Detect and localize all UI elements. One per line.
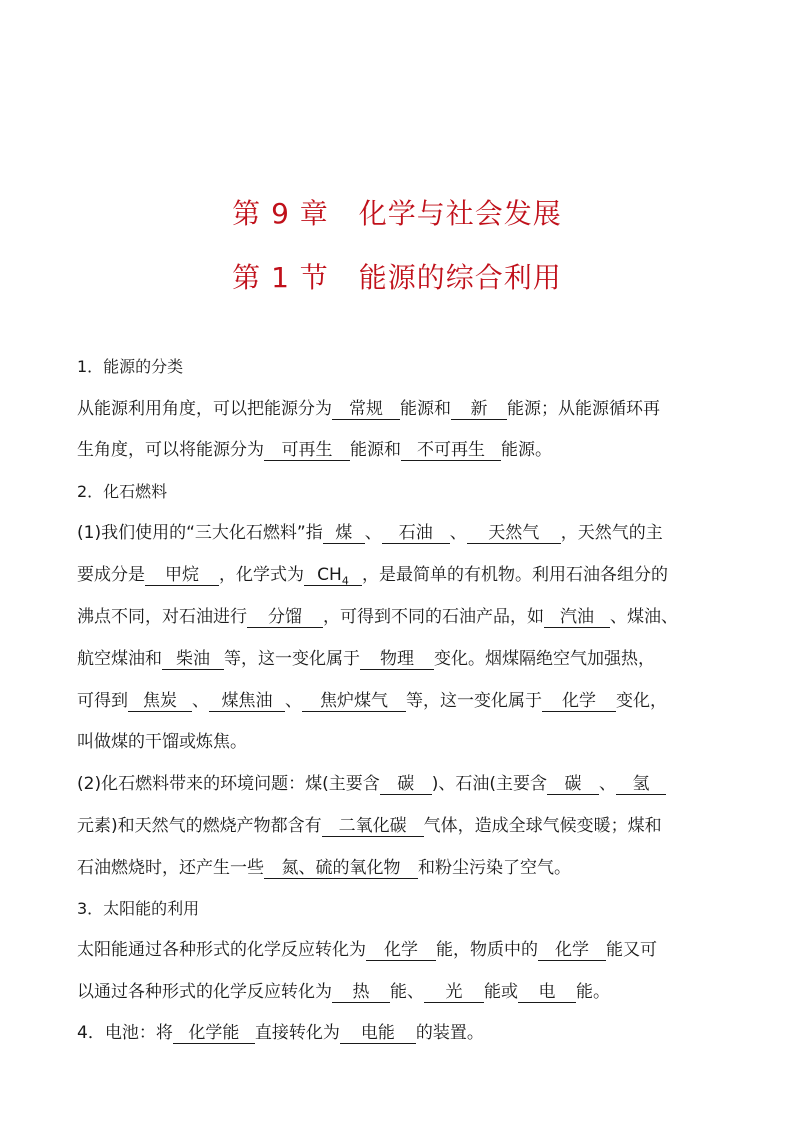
text-segment: 能，物质中的 [436,940,538,960]
section-number: 第 1 节 [232,261,329,294]
text-segment: 可得到 [77,691,128,711]
text-line [77,1021,727,1045]
text-line [77,689,727,713]
chapter-number: 第 9 章 [232,197,329,230]
text-segment: 4．电池：将 [77,1023,173,1043]
answer-blank: 化学 [538,940,606,961]
text-segment: 变化。烟煤隔绝空气加强热， [434,649,655,669]
text-line [77,397,727,421]
text-segment: 从能源利用角度，可以把能源分为 [77,399,332,419]
text-segment: 、 [364,523,382,543]
text-line [77,605,727,629]
chapter-name: 化学与社会发展 [358,197,562,230]
answer-blank: 煤焦油 [209,691,285,712]
answer-blank: 二氧化碳 [322,816,424,837]
text-segment: 能。 [576,982,610,1002]
heading-energy-classification: 1．能源的分类 [77,357,184,376]
text-segment: 等，这一变化属于 [224,649,360,669]
text-segment: 、 [449,523,467,543]
answer-blank [304,565,362,586]
answer-blank: 焦炭 [128,691,192,712]
answer-blank: 分馏 [247,607,323,628]
text-segment: 能源和 [350,440,401,460]
text-segment: 变化， [616,691,667,711]
text-line [77,938,727,962]
heading-fossil-fuels: 2．化石燃料 [77,482,168,501]
answer-blank: 热 [332,982,390,1003]
text-segment: )、石油(主要含 [431,774,547,794]
text-segment: 能源；从能源循环再 [507,399,660,419]
answer-blank: 光 [424,982,484,1003]
text-segment: 要成分是 [77,565,145,585]
text-segment: 、 [192,691,209,711]
text-line [77,521,727,545]
answer-blank: 氮、硫的氧化物 [264,858,418,879]
answer-blank: 汽油 [544,607,610,628]
text-line [77,438,727,462]
answer-blank: 甲烷 [145,565,219,586]
answer-blank: 石油 [382,523,450,544]
text-segment: (2)化石燃料带来的环境问题：煤(主要含 [77,774,380,794]
answer-blank: 不可再生 [401,440,501,461]
answer-blank: 焦炉煤气 [302,691,406,712]
text-segment: (1)我们使用的“三大化石燃料”指 [77,523,323,543]
answer-blank: 新 [451,399,507,420]
formula-text: CH [317,565,342,585]
heading-solar-energy: 3．太阳能的利用 [77,899,200,918]
text-segment: 生角度，可以将能源分为 [77,440,264,460]
text-segment: 元素)和天然气的燃烧产物都含有 [77,816,322,836]
answer-blank: 碳 [547,774,599,795]
text-line [77,856,727,880]
text-segment: 石油燃烧时，还产生一些 [77,858,264,878]
chapter-title [0,192,794,232]
answer-blank: 氢 [616,774,666,795]
text-segment: 沸点不同，对石油进行 [77,607,247,627]
text-segment: ，天然气的主 [560,523,663,543]
text-segment: 能源和 [400,399,451,419]
text-segment: 以通过各种形式的化学反应转化为 [77,982,332,1002]
formula-subscript: 4 [341,574,349,588]
answer-blank: 煤 [323,523,365,544]
text-segment: 能又可 [606,940,657,960]
text-segment: 等，这一变化属于 [406,691,542,711]
answer-blank: 化学能 [173,1023,255,1044]
text-segment: 能、 [390,982,424,1002]
text-segment: 能或 [484,982,518,1002]
text-line [77,647,727,671]
section-title [0,256,794,296]
answer-blank: 化学 [366,940,436,961]
text-segment: ，化学式为 [219,565,304,585]
text-segment: 、 [285,691,302,711]
answer-blank: 柴油 [162,649,224,670]
text-line [77,563,727,587]
text-line [77,980,727,1004]
text-segment: ，是最简单的有机物。利用石油各组分的 [362,565,668,585]
answer-blank: 电 [518,982,576,1003]
text-line: 叫做煤的干馏或炼焦。 [77,732,247,752]
text-segment: 、煤油、 [610,607,678,627]
text-segment: 、 [598,774,616,794]
text-segment: 能源。 [501,440,552,460]
text-segment: 直接转化为 [254,1023,340,1043]
text-segment: 和粉尘污染了空气。 [418,858,571,878]
answer-blank: 电能 [340,1023,416,1044]
text-segment: 气体，造成全球气候变暖；煤和 [423,816,662,836]
text-segment: ，可得到不同的石油产品，如 [323,607,544,627]
answer-blank: 天然气 [467,523,561,544]
answer-blank: 化学 [542,691,616,712]
section-name: 能源的综合利用 [358,261,562,294]
text-segment: 航空煤油和 [77,649,162,669]
answer-blank: 物理 [360,649,434,670]
answer-blank: 常规 [332,399,400,420]
answer-blank: 碳 [380,774,432,795]
text-line [77,772,727,796]
text-line [77,814,727,838]
text-segment: 的装置。 [415,1023,484,1043]
answer-blank: 可再生 [264,440,350,461]
text-segment: 太阳能通过各种形式的化学反应转化为 [77,940,366,960]
